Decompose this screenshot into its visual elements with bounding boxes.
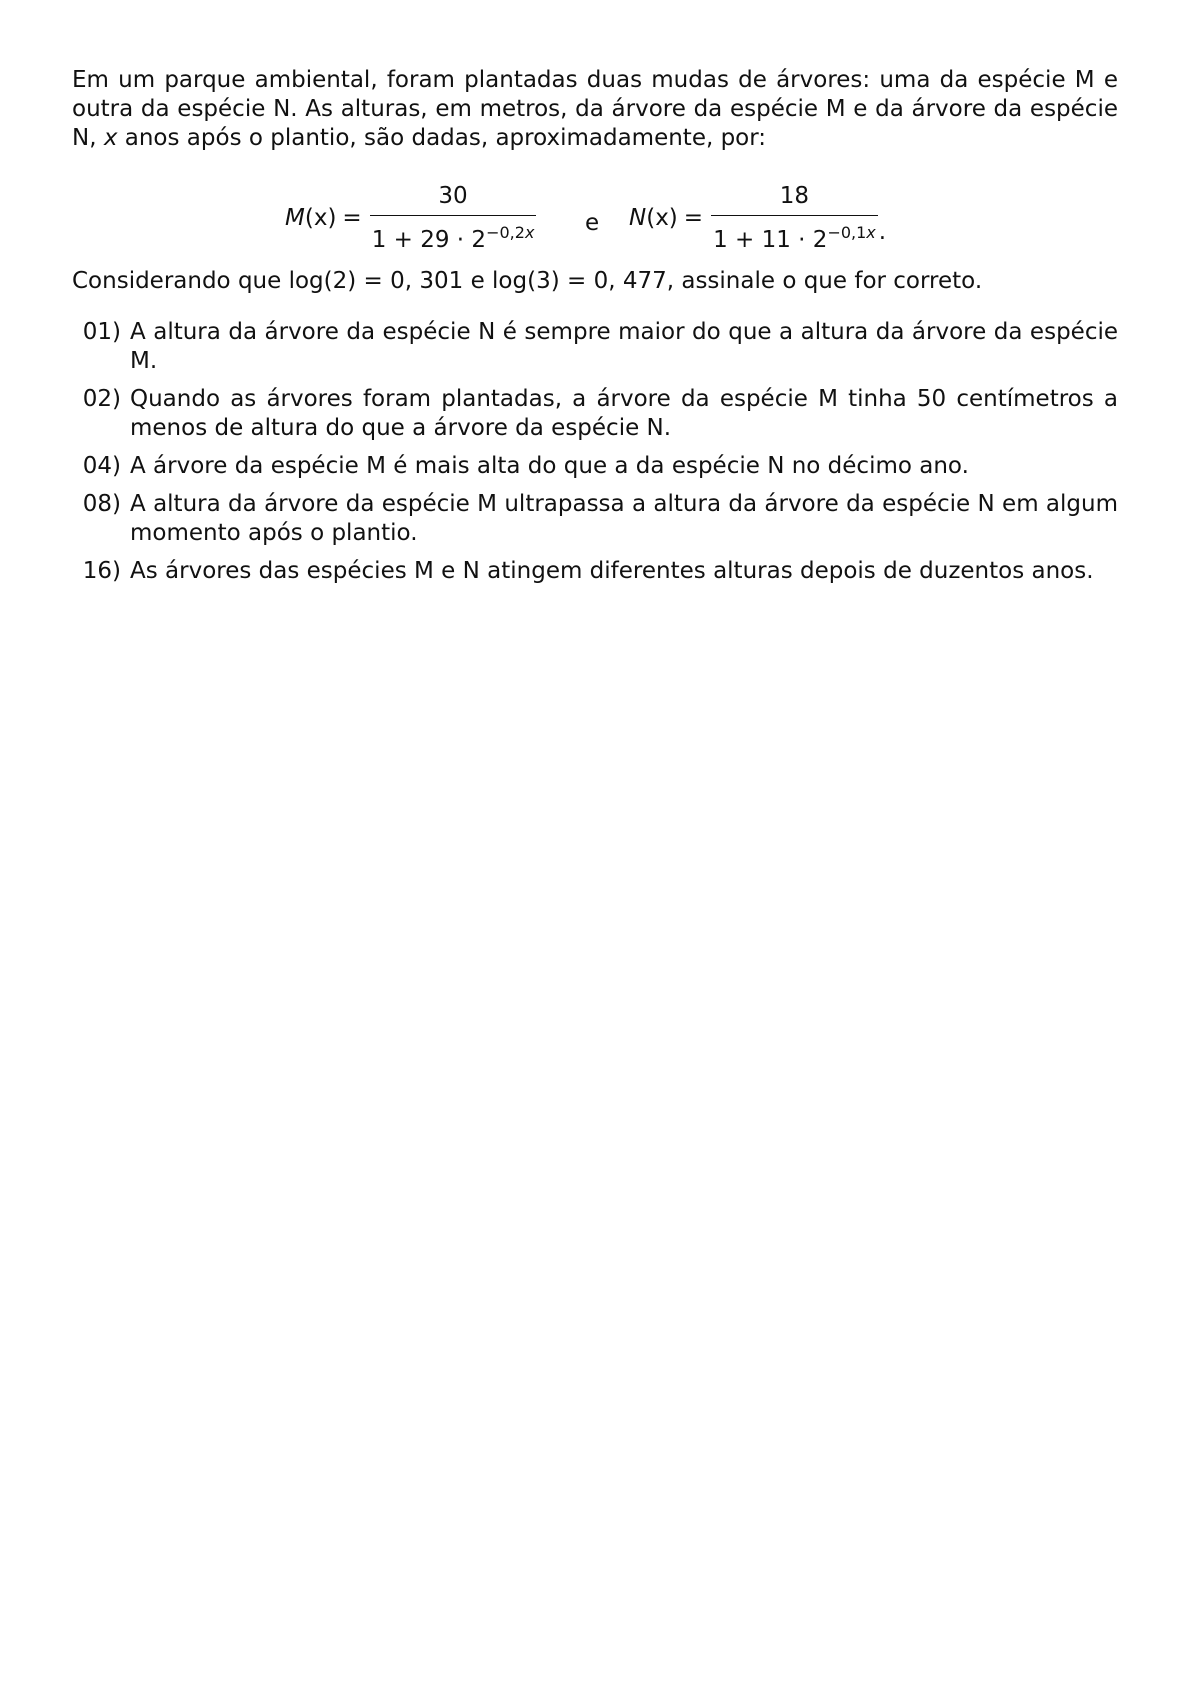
formula-n-fraction	[711, 183, 878, 253]
list-item	[72, 557, 1118, 586]
formula-m-numerator: 30	[438, 183, 468, 209]
formula-n-exponent-var: x	[866, 223, 876, 242]
formula-n-equals: =	[683, 204, 704, 231]
formula-n-name: N	[629, 204, 647, 231]
formula-n-exponent-coef: −0,1	[827, 223, 867, 242]
formula-m-exponent-var: x	[524, 223, 535, 242]
list-item	[72, 318, 1118, 376]
formula-connector: e	[585, 210, 600, 236]
item-text: A árvore da espécie M é mais alta do que a da espécie N no décimo ano.	[130, 453, 969, 479]
list-item	[72, 452, 1118, 481]
formula-m-denominator-base: 1 + 29 · 2	[371, 227, 487, 253]
item-text: A altura da árvore da espécie N é sempre maior do que a altura da árvore da espécie M.	[130, 319, 1118, 374]
item-code: 02)	[82, 386, 121, 412]
formula-n-denominator	[711, 215, 878, 253]
item-list	[72, 318, 1118, 586]
item-text: A altura da árvore da espécie M ultrapassa a altura da árvore da espécie N em algum momento após o plantio.	[130, 491, 1118, 546]
formula-m-arg: (x)	[304, 204, 337, 231]
intro-text-end: anos após o plantio, são dadas, aproximadamente, por:	[117, 125, 767, 151]
formula-m-equals: =	[342, 204, 362, 231]
formula-m-exponent-coef: −0,2	[486, 223, 525, 242]
item-text: As árvores das espécies M e N atingem diferentes alturas depois de duzentos anos.	[130, 558, 1094, 584]
intro-text-start: Em um parque ambiental, foram plantadas duas mudas de árvores: uma da espécie M e outra da espécie N. As alturas, em metros, da árvore da espécie M e da árvore da espécie N,	[72, 67, 1118, 151]
formula-m	[285, 183, 536, 253]
formula-m-exponent	[486, 223, 534, 242]
formula-n-denominator-base: 1 + 11 · 2	[713, 227, 828, 253]
item-code: 08)	[82, 491, 121, 517]
formula-m-denominator	[370, 215, 537, 253]
list-item	[72, 385, 1118, 443]
formula-m-fraction	[370, 183, 537, 253]
formula-n-numerator: 18	[779, 183, 810, 209]
formula-n	[629, 183, 886, 253]
formula-n-arg: (x)	[646, 204, 678, 231]
item-code: 01)	[82, 319, 121, 345]
intro-variable: x	[103, 125, 118, 151]
list-item	[72, 490, 1118, 548]
formula-block	[72, 157, 1118, 267]
consider-statement: Considerando que log(2) = 0, 301 e log(3) = 0, 477, assinale o que for correto.	[72, 268, 983, 294]
question-document	[72, 66, 1118, 595]
item-text: Quando as árvores foram plantadas, a árvore da espécie M tinha 50 centímetros a menos de altura do que a árvore da espécie N.	[130, 386, 1118, 441]
item-code: 16)	[82, 558, 121, 584]
formula-m-name: M	[285, 204, 305, 231]
item-code: 04)	[82, 453, 121, 479]
formula-n-trailing: .	[878, 219, 887, 245]
formula-n-exponent	[827, 223, 875, 242]
intro-paragraph	[72, 66, 1118, 153]
